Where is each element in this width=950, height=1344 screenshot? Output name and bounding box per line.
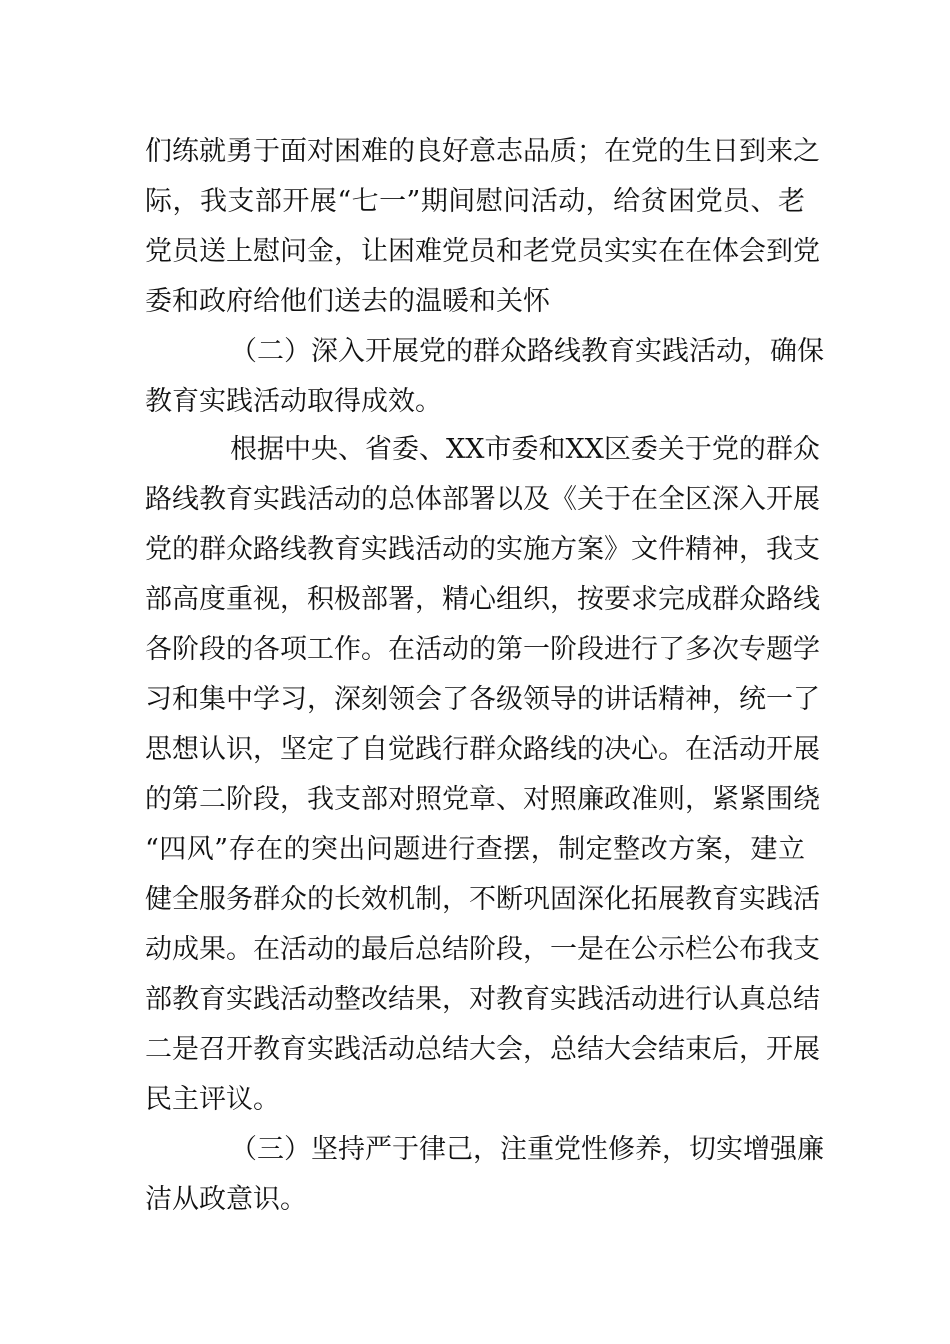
section-heading-2-line-2: 教育实践活动取得成效。: [145, 386, 442, 417]
paragraph-line-11: 动成果。在活动的最后总结阶段，一是在公示栏公布我支: [145, 934, 820, 965]
section-heading-3-line-1: （三）坚持严于律己，注重党性修养，切实增强廉: [230, 1134, 824, 1165]
text-line-4: 委和政府给他们送去的温暖和关怀: [145, 286, 550, 317]
text-line-3: 党员送上慰问金，让困难党员和老党员实实在在体会到党: [145, 236, 820, 267]
text-line-2: 际，我支部开展“七一”期间慰问活动，给贫困党员、老: [145, 186, 805, 217]
paragraph-line-14: 民主评议。: [145, 1084, 280, 1115]
paragraph-line-7: 思想认识，坚定了自觉践行群众路线的决心。在活动开展: [145, 734, 820, 765]
paragraph-line-5: 各阶段的各项工作。在活动的第一阶段进行了多次专题学: [145, 634, 820, 665]
section-heading-3-line-2: 洁从政意识。: [145, 1184, 307, 1215]
paragraph-line-10: 健全服务群众的长效机制，不断巩固深化拓展教育实践活: [145, 884, 820, 915]
paragraph-line-1: 根据中央、省委、XX市委和XX区委关于党的群众: [230, 434, 820, 465]
paragraph-line-3: 党的群众路线教育实践活动的实施方案》文件精神，我支: [145, 534, 820, 565]
paragraph-line-6: 习和集中学习，深刻领会了各级领导的讲话精神，统一了: [145, 684, 820, 715]
section-heading-2-line-1: （二）深入开展党的群众路线教育实践活动，确保: [230, 336, 824, 367]
paragraph-line-9: “四风”存在的突出问题进行查摆，制定整改方案，建立: [145, 834, 805, 865]
paragraph-line-8: 的第二阶段，我支部对照党章、对照廉政准则，紧紧围绕: [145, 784, 820, 815]
paragraph-line-4: 部高度重视，积极部署，精心组织，按要求完成群众路线: [145, 584, 820, 615]
paragraph-line-12: 部教育实践活动整改结果，对教育实践活动进行认真总结: [145, 984, 820, 1015]
paragraph-line-13: 二是召开教育实践活动总结大会，总结大会结束后，开展: [145, 1034, 820, 1065]
text-line-1: 们练就勇于面对困难的良好意志品质；在党的生日到来之: [145, 136, 820, 167]
paragraph-line-2: 路线教育实践活动的总体部署以及《关于在全区深入开展: [145, 484, 820, 515]
